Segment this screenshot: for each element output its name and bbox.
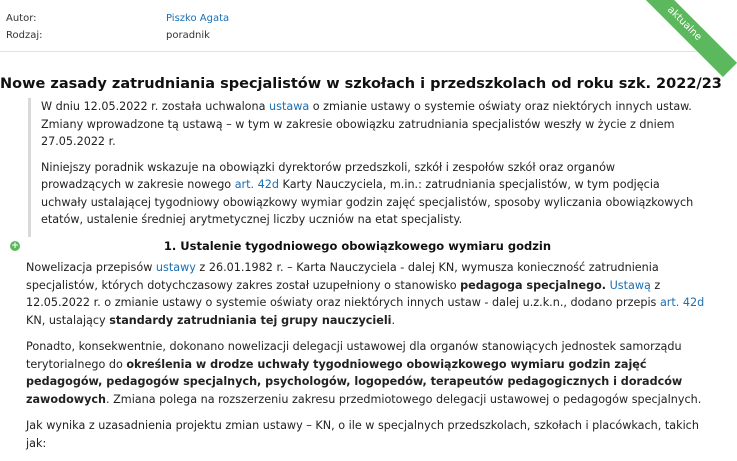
body-bold-text: pedagoga specjalnego. bbox=[460, 278, 607, 292]
body-paragraph-2 bbox=[26, 338, 706, 408]
expand-plus-icon[interactable]: + bbox=[11, 241, 19, 251]
body-text: z 26.01.1982 r. – Karta Nauczyciela - dalej KN, wymusza konieczność zatrudnienia specjalistów, których dotychczasowy zakres został uzupełniony o stanowisko bbox=[26, 261, 659, 292]
body-text: . bbox=[391, 313, 396, 327]
lead-text: Niniejszy poradnik wskazuje na obowiązki dyrektorów przedszkoli, szkół i zespołów szkół oraz organów prowadzących w zakresie nowego bbox=[41, 160, 616, 191]
author-label: Autor: bbox=[6, 13, 37, 24]
author-link[interactable]: Piszko Agata bbox=[166, 13, 230, 24]
lead-text: W dniu 12.05.2022 r. została uchwalona bbox=[41, 100, 270, 113]
ustawy-link[interactable]: ustawy bbox=[155, 261, 196, 274]
body-bold-text: określenia w drodze uchwały tygodniowego obowiązkowego wymiaru godzin zajęć pedagogów, pedagogów specjalnych, psychologów, logopedów, terapeutów pedagogicznych i doradców zawodowych bbox=[26, 357, 683, 406]
type-value: poradnik bbox=[166, 30, 210, 41]
body-text: Ponadto, konsekwentnie, dokonano nowelizacji delegacji ustawowej dla organów stanowiących jednostek samorządu terytorialnego do bbox=[26, 340, 682, 371]
lead-text: o zmianie ustawy o systemie oświaty oraz niektórych innych ustaw. Zmiany wprowadzone tą ustawą – w tym w zakresie obowiązku zatrudniania specjalistów weszły w życie z dniem 27.05.2022 r. bbox=[41, 100, 692, 148]
body-text: . Zmiana polega na rozszerzeniu zakresu przedmiotowego delegacji ustawowej o pedagogów specjalnych. bbox=[106, 392, 702, 406]
art-42d-link[interactable]: art. 42d bbox=[234, 178, 279, 191]
lead-quote bbox=[28, 98, 698, 237]
body-text: z 12.05.2022 r. o zmianie ustawy o systemie oświaty oraz niektórych innych ustaw - dalej u.z.k.n., dodano przepis bbox=[26, 278, 661, 309]
lead-paragraph-1 bbox=[41, 98, 698, 151]
lead-text: Karty Nauczyciela, m.in.: zatrudniania specjalistów, w tym podjęcia uchwały ustalającej tygodniowy obowiązkowy wymiar godzin zajęć specjalistów, sposoby wyliczania obowiązkowych etatów, ustalenie średniej arytmetycznej liczby uczniów na etat specjalisty. bbox=[41, 178, 694, 226]
type-label: Rodzaj: bbox=[6, 30, 43, 41]
section-body bbox=[26, 259, 706, 461]
body-paragraph-3: Jak wynika z uzasadnienia projektu zmian ustawy – KN, o ile w specjalnych przedszkolach, szkołach i placówkach, takich jak: bbox=[26, 419, 699, 450]
body-text: Nowelizacja przepisów bbox=[26, 261, 156, 274]
lead-paragraph-2 bbox=[41, 159, 698, 229]
document-metadata bbox=[0, 0, 715, 52]
body-text: KN, ustalający bbox=[26, 313, 110, 327]
ustawa-link-2[interactable]: Ustawą bbox=[609, 278, 651, 292]
art-42d-link-2[interactable]: art. 42d bbox=[659, 296, 705, 309]
body-bold-text: standardy zatrudniania tej grupy nauczycieli bbox=[109, 313, 392, 327]
body-paragraph-1 bbox=[26, 259, 706, 329]
status-ribbon bbox=[645, 0, 715, 70]
page-title: Nowe zasady zatrudniania specjalistów w szkołach i przedszkolach od roku szk. 2022/23 bbox=[0, 76, 722, 92]
section-heading: 1. Ustalenie tygodniowego obowiązkowego wymiaru godzin bbox=[163, 239, 552, 253]
ustawa-link[interactable]: ustawa bbox=[269, 100, 310, 113]
status-badge: aktualne bbox=[631, 0, 737, 77]
